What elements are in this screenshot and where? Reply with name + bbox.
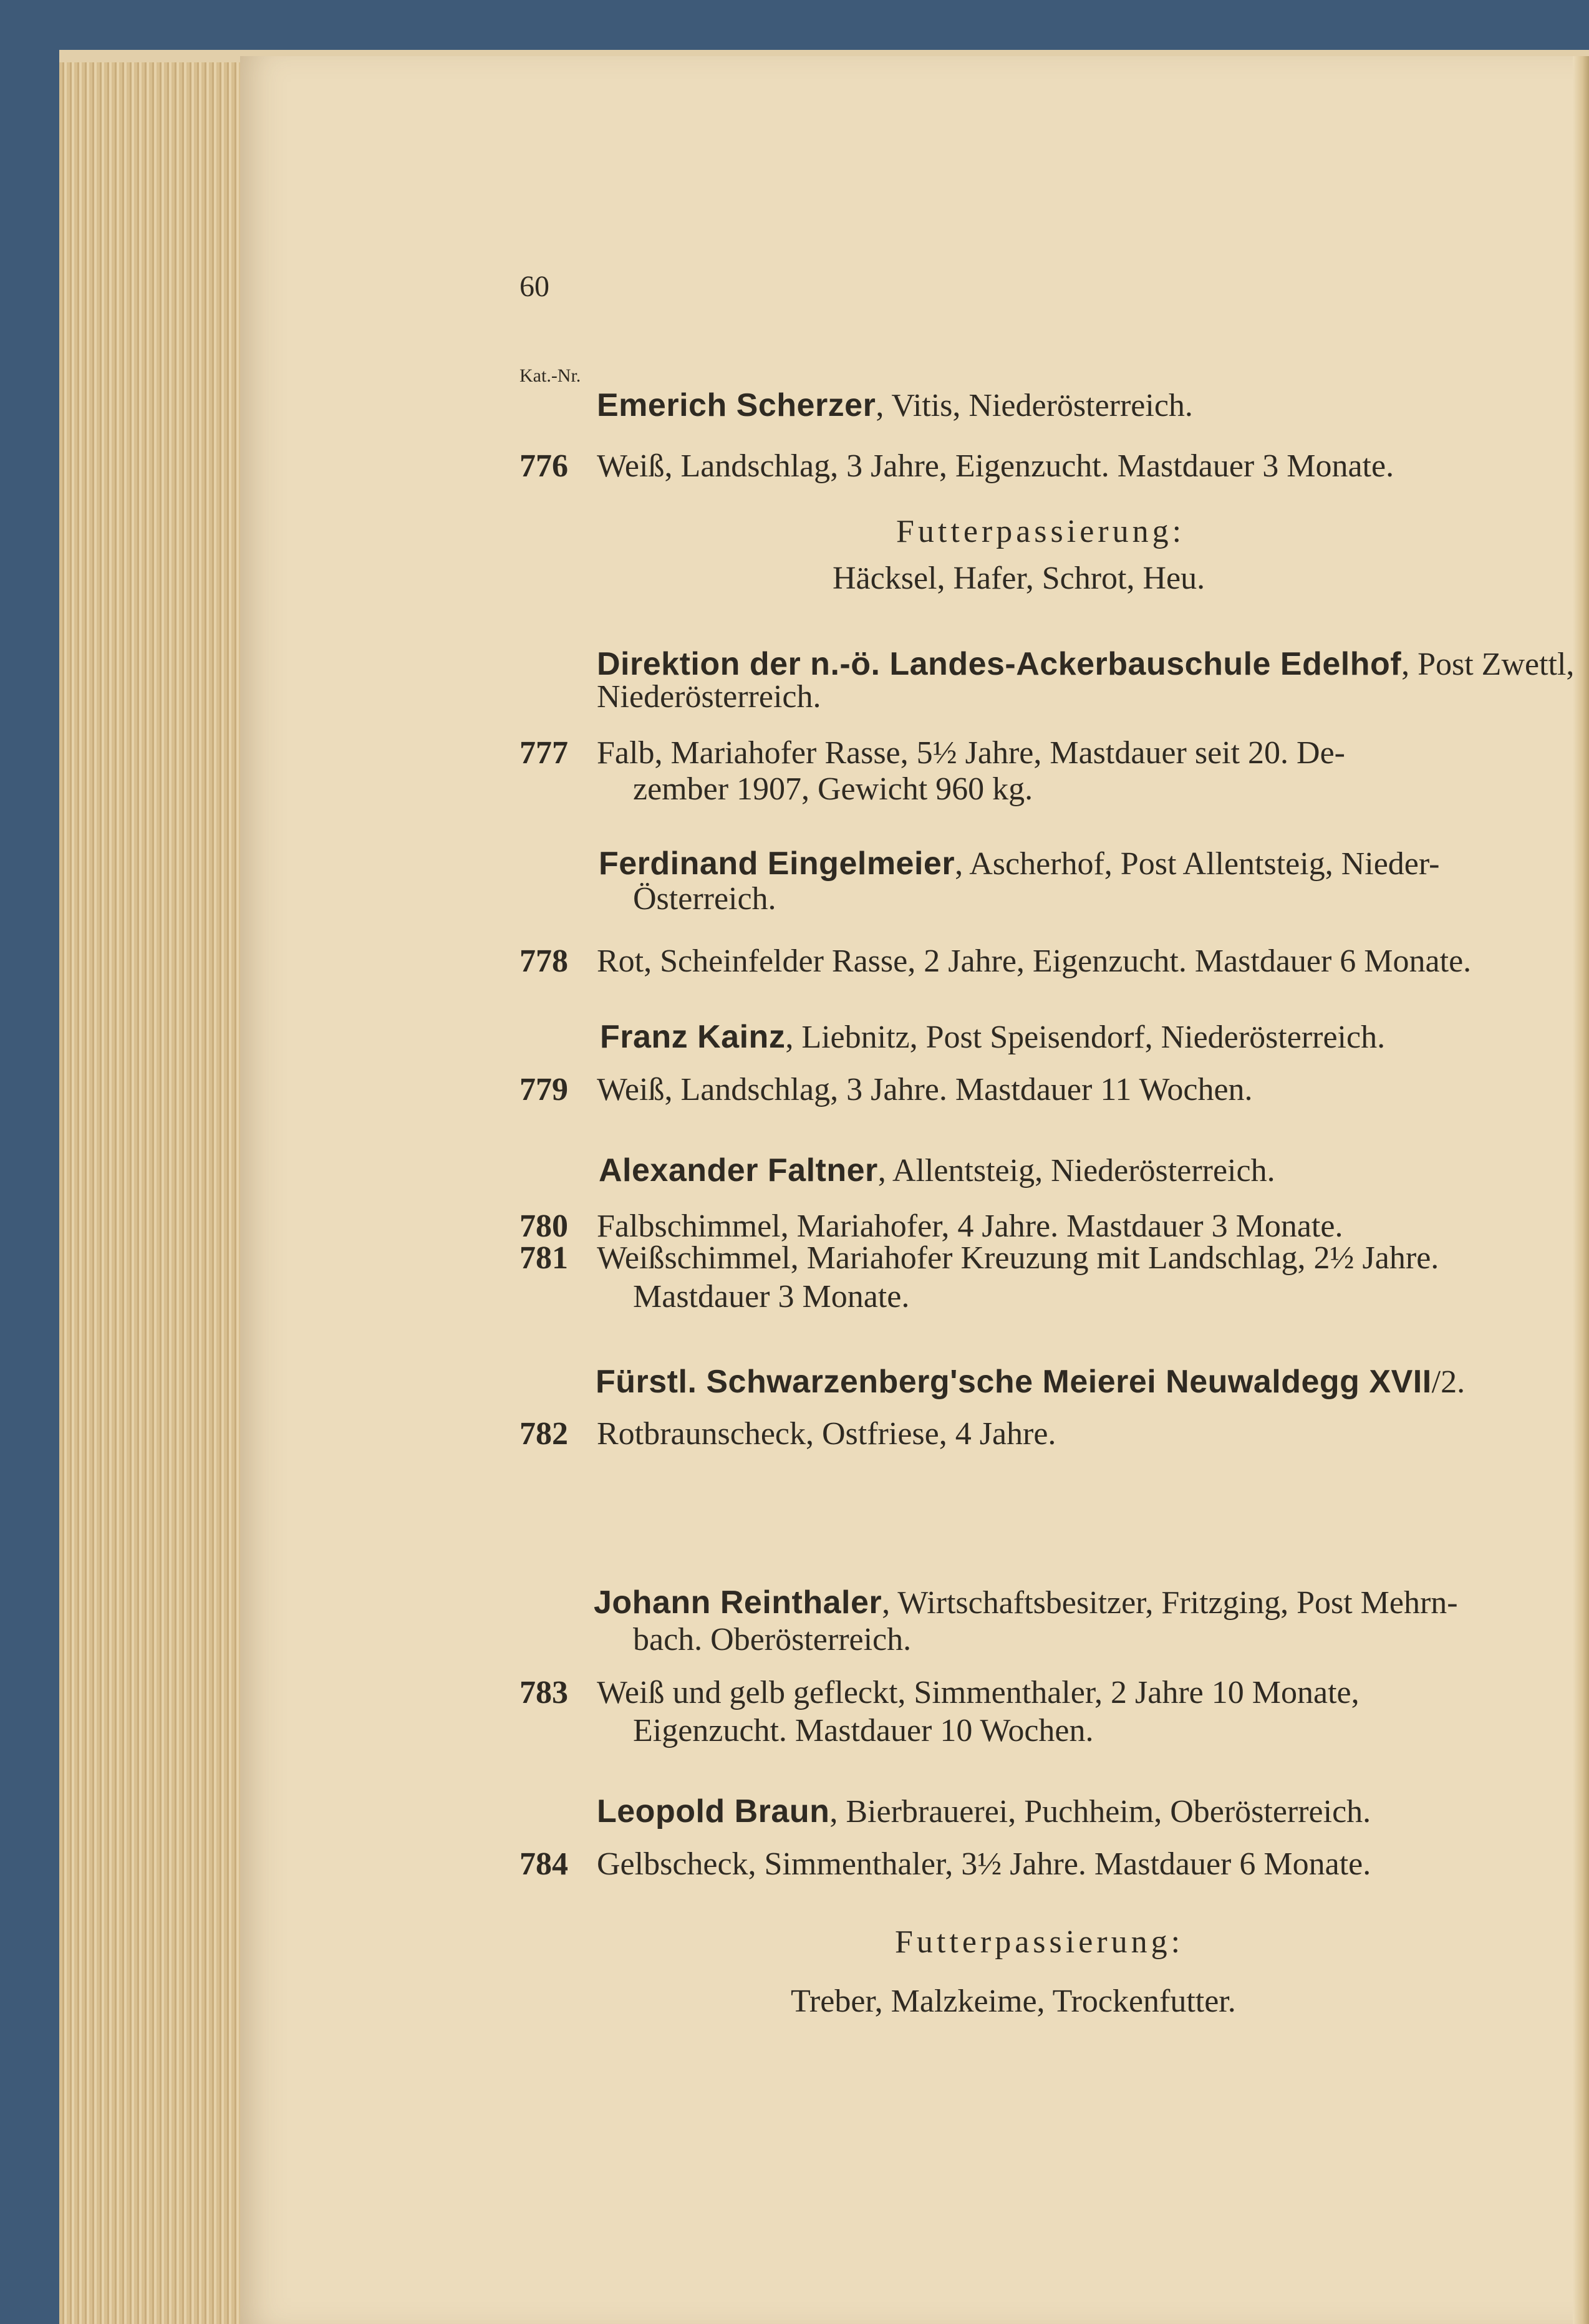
exhibitor-name: Franz Kainz <box>600 1019 786 1055</box>
exhibitor-address: , Vitis, Niederösterreich. <box>876 388 1193 423</box>
exhibitor-address: , Allentsteig, Niederösterreich. <box>877 1153 1275 1189</box>
page-edges <box>59 62 242 2324</box>
entry-description-cont: zember 1907, Gewicht 960 kg. <box>633 771 1033 807</box>
exhibitor-name: Leopold Braun <box>597 1793 830 1830</box>
entry-777-heading <box>597 645 1574 683</box>
entry-description: Falb, Mariahofer Rasse, 5½ Jahre, Mastdauer seit 20. De- <box>597 735 1345 771</box>
entry-description: Weißschimmel, Mariahofer Kreuzung mit Landschlag, 2½ Jahre. <box>597 1240 1439 1276</box>
exhibitor-address: , Wirtschaftsbesitzer, Fritzging, Post Mehrn- <box>882 1585 1458 1621</box>
catalog-number: 778 <box>519 943 568 979</box>
entry-779-heading <box>600 1018 1385 1056</box>
catalog-number: 777 <box>519 735 568 771</box>
entry-782-heading <box>596 1363 1465 1401</box>
page-number: 60 <box>519 270 549 303</box>
entry-780-heading <box>599 1152 1275 1189</box>
column-label: Kat.-Nr. <box>519 365 581 386</box>
exhibitor-name: Alexander Faltner <box>599 1152 878 1189</box>
feed-label: Futterpassierung: <box>896 514 1186 549</box>
entry-description: Weiß und gelb gefleckt, Simmenthaler, 2 Jahre 10 Monate, <box>597 1675 1360 1710</box>
entry-description-cont: Mastdauer 3 Monate. <box>633 1279 910 1314</box>
exhibitor-address-cont: bach. Oberösterreich. <box>633 1622 912 1657</box>
feed-list: Häcksel, Hafer, Schrot, Heu. <box>833 561 1205 596</box>
exhibitor-address: /2. <box>1431 1364 1466 1400</box>
entry-776-heading <box>597 387 1193 424</box>
catalog-number: 783 <box>519 1675 568 1710</box>
entry-784-heading <box>597 1793 1371 1830</box>
catalog-number: 784 <box>519 1846 568 1882</box>
entry-783-heading <box>594 1584 1458 1621</box>
exhibitor-name: Direktion der n.-ö. Landes-Ackerbauschule Edelhof <box>597 646 1402 682</box>
exhibitor-address-cont: Niederösterreich. <box>597 679 821 715</box>
catalog-number: 782 <box>519 1416 568 1452</box>
entry-description: Gelbscheck, Simmenthaler, 3½ Jahre. Mastdauer 6 Monate. <box>597 1846 1371 1882</box>
exhibitor-address: , Ascherhof, Post Allentsteig, Nieder- <box>955 846 1440 882</box>
exhibitor-name: Ferdinand Eingelmeier <box>599 846 955 882</box>
entry-description-cont: Eigenzucht. Mastdauer 10 Wochen. <box>633 1713 1094 1748</box>
exhibitor-name: Johann Reinthaler <box>594 1584 882 1621</box>
exhibitor-address: , Liebnitz, Post Speisendorf, Niederösterreich. <box>785 1020 1386 1055</box>
page-right-edge <box>1573 56 1589 2324</box>
entry-778-heading <box>599 845 1439 882</box>
entry-description: Weiß, Landschlag, 3 Jahre, Eigenzucht. Mastdauer 3 Monate. <box>597 448 1394 484</box>
entry-description: Falbschimmel, Mariahofer, 4 Jahre. Mastdauer 3 Monate. <box>597 1208 1343 1244</box>
exhibitor-address-cont: Österreich. <box>633 881 776 917</box>
entry-description: Weiß, Landschlag, 3 Jahre. Mastdauer 11 Wochen. <box>597 1072 1253 1107</box>
catalog-number: 776 <box>519 448 568 484</box>
catalog-number: 779 <box>519 1072 568 1107</box>
feed-label: Futterpassierung: <box>895 1924 1184 1960</box>
feed-list: Treber, Malzkeime, Trockenfutter. <box>791 1984 1236 2019</box>
entry-description: Rotbraunscheck, Ostfriese, 4 Jahre. <box>597 1416 1056 1452</box>
catalog-number: 780 <box>519 1208 568 1244</box>
catalog-number: 781 <box>519 1240 568 1276</box>
exhibitor-address: , Bierbrauerei, Puchheim, Oberösterreich. <box>829 1794 1371 1830</box>
entry-description: Rot, Scheinfelder Rasse, 2 Jahre, Eigenzucht. Mastdauer 6 Monate. <box>597 943 1472 979</box>
exhibitor-address: , Post Zwettl, <box>1401 647 1575 682</box>
exhibitor-name: Emerich Scherzer <box>597 387 876 423</box>
exhibitor-name: Fürstl. Schwarzenberg'sche Meierei Neuwaldegg XVII <box>596 1364 1432 1400</box>
